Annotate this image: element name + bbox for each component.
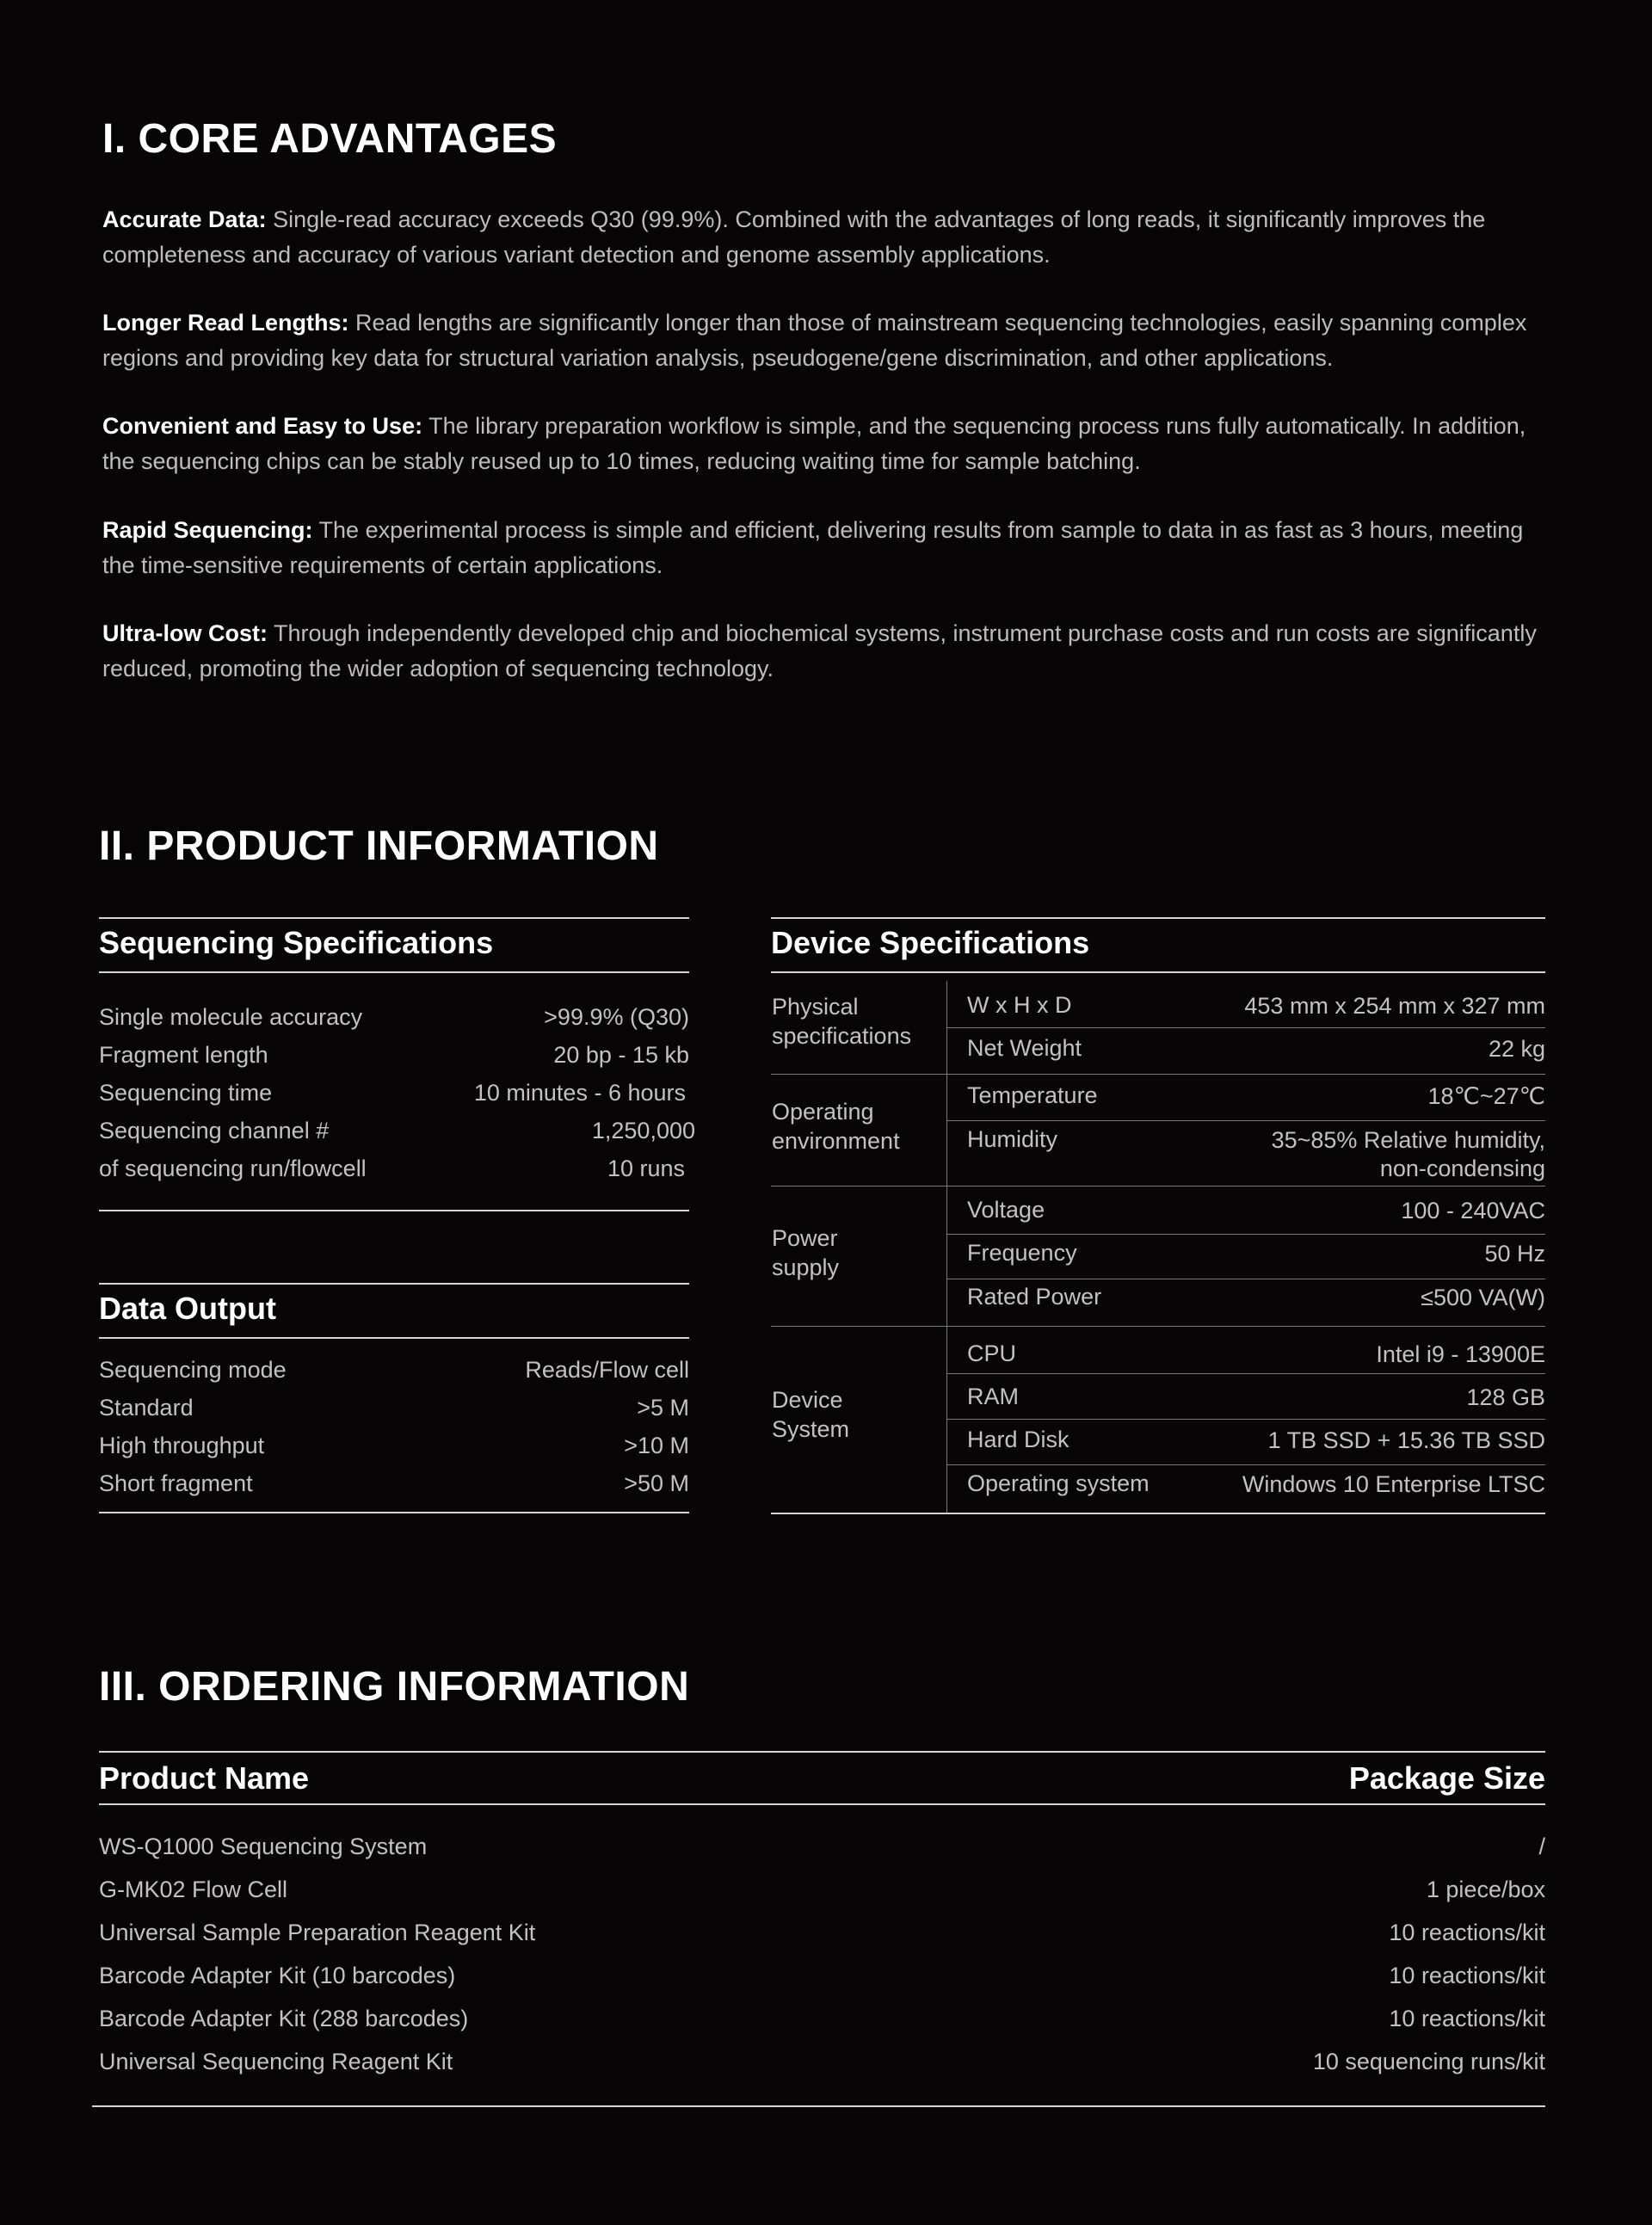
ordering-row (99, 1834, 1545, 1860)
spec-value: 1,250,000 (591, 1118, 695, 1143)
device-group-system (772, 1385, 849, 1444)
package-size: 10 reactions/kit (1389, 1920, 1545, 1945)
group-label-line: System (772, 1416, 850, 1442)
divider (99, 1337, 689, 1339)
spec-label: Sequencing channel # (99, 1118, 330, 1143)
device-row (967, 1384, 1545, 1412)
device-specs-title: Device Specifications (771, 925, 1090, 960)
spec-value: 10 minutes - 6 hours (473, 1080, 686, 1106)
divider (771, 1074, 1545, 1075)
divider (946, 1120, 1545, 1121)
package-size: / (1538, 1834, 1545, 1859)
group-label-line: Power (772, 1225, 838, 1251)
device-row (967, 1427, 1545, 1455)
product-name: Barcode Adapter Kit (288 barcodes) (99, 2006, 469, 2031)
divider (99, 1512, 689, 1513)
output-label: Sequencing mode (99, 1357, 287, 1383)
group-label-line: supply (772, 1254, 840, 1280)
device-row-label: RAM (967, 1384, 1019, 1409)
device-group-physical (772, 992, 911, 1051)
device-row-value: Intel i9 - 13900E (1376, 1341, 1545, 1367)
ordering-row (99, 1963, 1545, 1989)
group-label-line: Physical (772, 994, 859, 1020)
advantage-label: Convenient and Easy to Use: (102, 413, 423, 439)
output-label: High throughput (99, 1433, 265, 1458)
divider (946, 1373, 1545, 1374)
section-title-core-advantages: I. CORE ADVANTAGES (102, 116, 558, 162)
ordering-row (99, 2006, 1545, 2032)
device-row-value: 18℃~27℃ (1427, 1083, 1545, 1109)
device-row-value: 453 mm x 254 mm x 327 mm (1244, 993, 1545, 1019)
device-row (967, 1470, 1545, 1499)
product-name: WS-Q1000 Sequencing System (99, 1834, 428, 1859)
device-row (967, 1035, 1545, 1063)
advantage-ultra-low-cost (102, 616, 1548, 687)
advantage-text: Single-read accuracy exceeds Q30 (99.9%). Combined with the advantages of long reads, it significantly improves the completeness and accuracy of various variant detection and genome assembly applications. (102, 206, 1486, 268)
spec-value: >99.9% (Q30) (544, 1004, 689, 1030)
ordering-row (99, 2049, 1545, 2075)
ordering-row (99, 1920, 1545, 1946)
divider (946, 1027, 1545, 1028)
column-header-package: Package Size (1348, 1760, 1545, 1796)
spec-row (99, 1004, 689, 1031)
value-line: 35~85% Relative humidity, (1271, 1127, 1545, 1153)
device-row-label: Net Weight (967, 1035, 1082, 1061)
device-row-value (1272, 1126, 1545, 1183)
product-name: Universal Sequencing Reagent Kit (99, 2049, 453, 2074)
device-row (967, 992, 1545, 1020)
spec-label: Sequencing time (99, 1080, 273, 1106)
divider (92, 2105, 1545, 2107)
device-row (967, 1341, 1545, 1369)
output-value: >50 M (624, 1470, 689, 1496)
output-row (99, 1470, 689, 1497)
device-row-label: Rated Power (967, 1284, 1102, 1310)
device-row-value: Windows 10 Enterprise LTSC (1242, 1471, 1545, 1497)
device-row-value: 50 Hz (1484, 1241, 1545, 1267)
divider (771, 917, 1545, 919)
spec-row (99, 1080, 686, 1106)
value-line: non-condensing (1379, 1156, 1545, 1181)
device-row (967, 1082, 1545, 1111)
device-row-label: Temperature (967, 1082, 1098, 1108)
advantage-text: The library preparation workflow is simple, and the sequencing process runs fully automatically. In addition, the sequencing chips can be stably reused up to 10 times, reducing waiting time for sample batching. (102, 413, 1526, 474)
device-row (967, 1197, 1545, 1225)
divider (771, 1513, 1545, 1514)
sequencing-specs-title: Sequencing Specifications (99, 925, 494, 960)
package-size: 10 reactions/kit (1389, 1963, 1545, 1988)
product-name: G-MK02 Flow Cell (99, 1877, 288, 1902)
divider (946, 1419, 1545, 1420)
column-header-product: Product Name (99, 1760, 310, 1796)
divider (99, 971, 689, 973)
product-name: Universal Sample Preparation Reagent Kit (99, 1920, 536, 1945)
advantage-text: Read lengths are significantly longer than those of mainstream sequencing technologies, easily spanning complex regions and providing key data for structural variation analysis, pseudogene/gene discrimination, and other applications. (102, 310, 1527, 371)
device-row (967, 1126, 1545, 1183)
spec-label: Single molecule accuracy (99, 1004, 363, 1030)
package-size: 10 sequencing runs/kit (1312, 2049, 1545, 2074)
advantage-accurate-data (102, 202, 1548, 273)
divider (99, 1283, 689, 1285)
data-output-title: Data Output (99, 1291, 276, 1326)
device-row (967, 1240, 1545, 1268)
device-row-label: Hard Disk (967, 1427, 1069, 1452)
product-name: Barcode Adapter Kit (10 barcodes) (99, 1963, 456, 1988)
divider (99, 1803, 1545, 1805)
spec-label: Fragment length (99, 1042, 268, 1068)
device-row-value: 100 - 240VAC (1401, 1198, 1545, 1223)
device-row-value: 22 kg (1488, 1036, 1545, 1062)
advantage-label: Longer Read Lengths: (102, 310, 349, 336)
advantage-easy-to-use (102, 409, 1548, 479)
advantage-longer-reads (102, 305, 1548, 376)
device-group-operating (772, 1097, 900, 1156)
spec-row (99, 1156, 685, 1182)
divider (99, 1751, 1545, 1753)
device-row-value: 128 GB (1466, 1384, 1545, 1410)
output-row (99, 1395, 689, 1421)
advantage-label: Accurate Data: (102, 206, 267, 232)
device-row-label: Voltage (967, 1197, 1045, 1223)
package-size: 1 piece/box (1426, 1877, 1545, 1902)
advantage-text: The experimental process is simple and efficient, delivering results from sample to data in as fast as 3 hours, meeting the time-sensitive requirements of certain applications. (102, 517, 1524, 578)
divider (771, 971, 1545, 973)
group-label-line: specifications (772, 1023, 912, 1049)
advantage-rapid-sequencing (102, 513, 1548, 583)
ordering-table-header (99, 1760, 1545, 1797)
output-value: Reads/Flow cell (525, 1357, 689, 1383)
spec-value: 20 bp - 15 kb (553, 1042, 689, 1068)
device-row (967, 1284, 1545, 1312)
divider (99, 917, 689, 919)
spec-value: 10 runs (607, 1156, 685, 1181)
group-label-line: Operating (772, 1099, 874, 1125)
spec-row (99, 1118, 695, 1144)
group-label-line: environment (772, 1128, 900, 1154)
output-label: Short fragment (99, 1470, 253, 1496)
section-title-product-information: II. PRODUCT INFORMATION (99, 823, 659, 869)
divider (946, 1464, 1545, 1465)
device-row-value: ≤500 VA(W) (1421, 1285, 1545, 1310)
section-title-ordering-information: III. ORDERING INFORMATION (99, 1664, 690, 1710)
output-label: Standard (99, 1395, 194, 1421)
output-value: >5 M (637, 1395, 689, 1421)
device-row-label: Operating system (967, 1470, 1150, 1496)
ordering-row (99, 1877, 1545, 1903)
device-row-label: Frequency (967, 1240, 1077, 1266)
advantage-text: Through independently developed chip and biochemical systems, instrument purchase costs and run costs are significantly reduced, promoting the wider adoption of sequencing technology. (102, 620, 1537, 681)
group-label-line: Device (772, 1387, 843, 1413)
advantage-label: Rapid Sequencing: (102, 517, 313, 543)
device-row-label: Humidity (967, 1126, 1058, 1152)
device-group-power (772, 1223, 839, 1282)
advantage-label: Ultra-low Cost: (102, 620, 268, 646)
divider (99, 1210, 689, 1211)
output-value: >10 M (624, 1433, 689, 1458)
device-row-label: W x H x D (967, 992, 1072, 1018)
spec-row (99, 1042, 689, 1069)
package-size: 10 reactions/kit (1389, 2006, 1545, 2031)
device-row-value: 1 TB SSD + 15.36 TB SSD (1267, 1427, 1545, 1453)
column-separator (946, 981, 947, 1513)
divider (771, 1326, 1545, 1327)
divider (946, 1234, 1545, 1235)
spec-label: of sequencing run/flowcell (99, 1156, 367, 1181)
output-row (99, 1357, 689, 1384)
output-row (99, 1433, 689, 1459)
device-row-label: CPU (967, 1341, 1017, 1366)
